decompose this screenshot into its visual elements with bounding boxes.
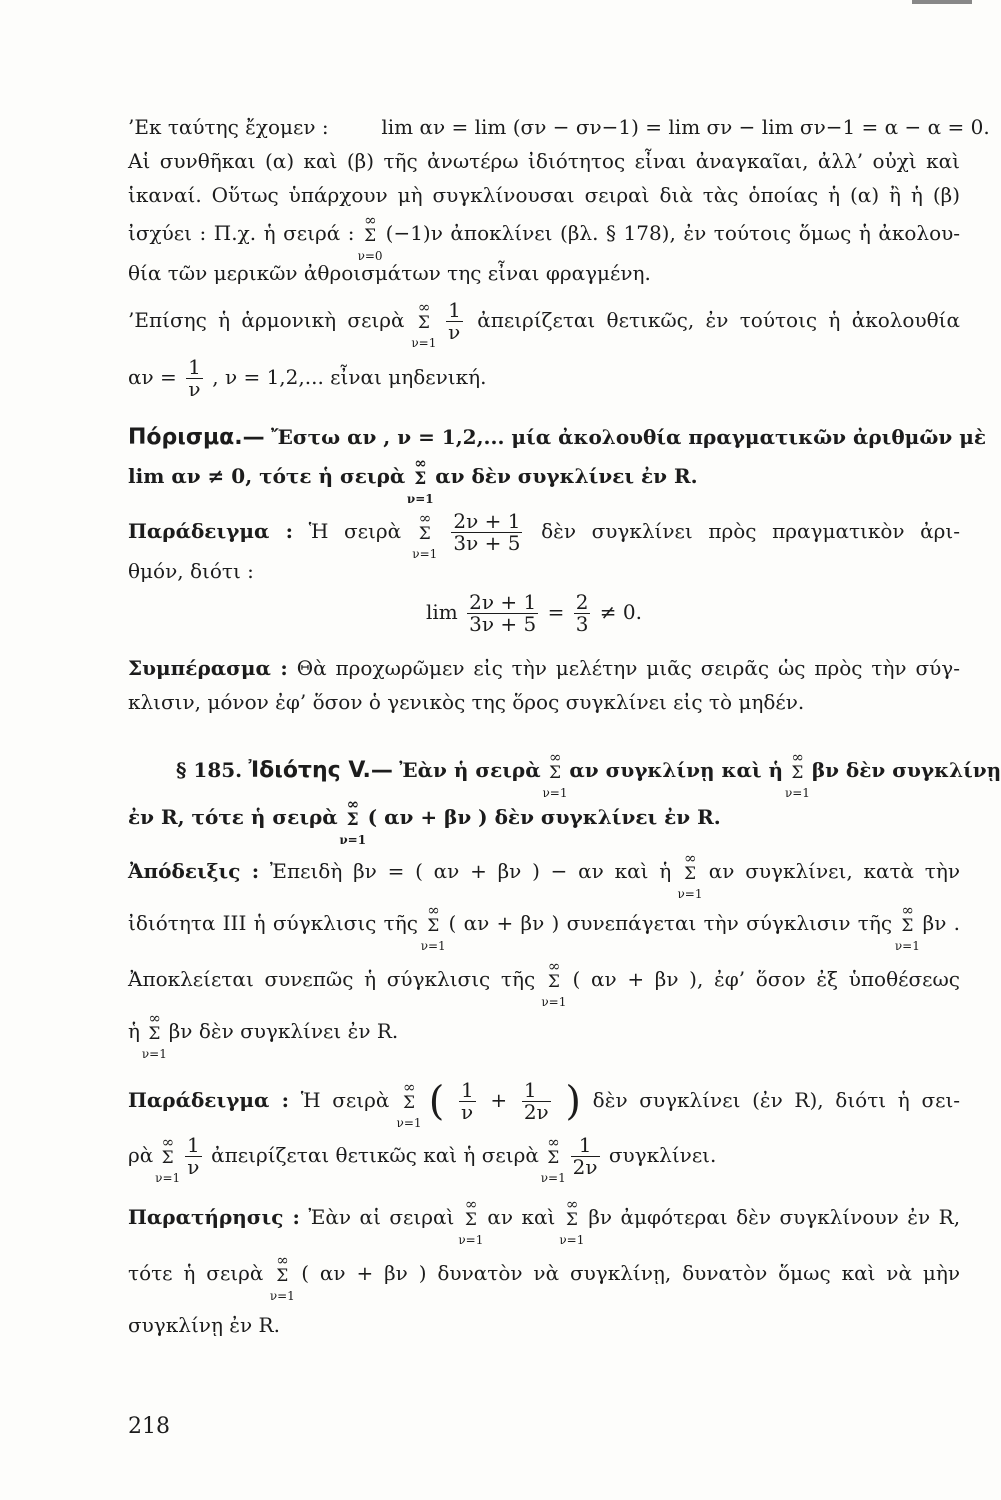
text: + [490,1088,508,1112]
sum-symbol: ∞ Σ ν=1 [458,1195,484,1247]
text-line [128,795,960,847]
sum-symbol: ∞ Σ ν=1 [339,795,367,847]
text: Ἡ σειρὰ [308,519,402,543]
text: Ἐπειδὴ βν = ( αν + βν ) − αν καὶ ἡ [269,859,672,883]
sum-symbol: ∞ Σ ν=1 [141,1009,167,1061]
text-line [128,357,960,400]
text-line [128,454,960,506]
text-line [128,420,986,455]
text: ≠ 0. [599,600,642,624]
page-edge-mark [912,0,972,4]
sum-symbol: ∞ Σ ν=1 [420,901,446,953]
text: αν = [128,365,177,389]
proof-heading: Ἀπόδειξις : [128,859,260,883]
section-title: Ἰδιότης V.— [248,758,393,783]
text: ( αν + βν ) συνεπάγεται τὴν σύγκλισιν τῆς [448,911,893,935]
text: δὲν συγκλίνει (ἐν R), διότι ἡ σει- [592,1088,961,1112]
text: βν . [922,911,961,935]
paren: ) [565,1078,581,1125]
text: τότε ἡ σειρὰ [128,1261,264,1285]
fraction: $\frac{2\nu + 1}{3\nu + 5}$ [469,590,537,636]
text-line: θία τῶν μερικῶν ἀθροισμάτων της εἶναι φραγμένη. [128,261,651,285]
text: δὲν συγκλίνει πρὸς πραγματικὸν ἀρι- [541,519,961,543]
text: συγκλίνει. [608,1143,717,1167]
text: Θὰ προχωρῶμεν εἰς τὴν μελέτην μιᾶς σειρᾶς ὡς πρὸς τὴν σύγ- [296,656,961,680]
text: ( αν + βν ), ἐφ’ ὅσον ἐξ ὑποθέσεως [572,967,960,991]
text-line [128,1251,960,1303]
text-line [128,110,990,144]
text-line [128,509,961,561]
text-line: θμόν, διότι : [128,559,254,583]
text-line: κλισιν, μόνον ἐφ’ ὅσον ὁ γενικὸς της ὅρος συγκλίνει εἰς τὸ μηδέν. [128,690,805,714]
text: , ν = 1,2,... εἶναι μηδενική. [212,365,487,389]
sum-symbol: ∞ Σ ν=1 [155,1133,181,1185]
conclusion-heading: Συμπέρασμα : [128,656,288,680]
text: βν δὲν συγκλίνει ἐν R. [168,1019,399,1043]
sum-symbol: ∞ Σ ν=1 [412,509,438,561]
text: Ἀποκλείεται συνεπῶς ἡ σύγκλισις τῆς [128,967,536,991]
sum-symbol: ∞ Σ ν=1 [396,1078,422,1130]
remark-heading: Παρατήρησις : [128,1205,300,1229]
sum-symbol: ∞ Σ ν=1 [540,1133,566,1185]
text: ’Επίσης ἡ ἁρμονικὴ σειρὰ [128,308,405,332]
fraction: $\frac{2}{3}$ [575,590,589,636]
text: βν ἀμφότεραι δὲν συγκλίνουν ἐν R, [588,1205,961,1229]
text-line [128,211,961,263]
paren: ( [428,1078,445,1125]
sum-symbol: ∞ Σ ν=1 [541,957,567,1009]
text-line [128,1078,961,1130]
text: αν καὶ [487,1205,556,1229]
text-line: Αἱ συνθῆκαι (α) καὶ (β) τῆς ἀνωτέρω ἰδιότητος εἶναι ἀναγκαῖαι, ἀλλ’ οὐχὶ καὶ [128,149,960,173]
text-line: ἱκαναί. Οὕτως ὑπάρχουν μὴ συγκλίνουσαι σειραὶ διὰ τὰς ὁποίας ἡ (α) ἢ ἡ (β) [128,183,960,207]
section-heading-line [128,748,1001,800]
text: ( αν + βν ) δυνατὸν νὰ συγκλίνῃ, δυνατὸν ὅμως καὶ νὰ μὴν [301,1261,960,1285]
text: βν δὲν συγκλίνῃ [811,758,1001,782]
fraction: $\frac{1}{\nu}$ [187,1133,200,1179]
page-number: 218 [128,1414,170,1439]
text: αν δὲν συγκλίνει ἐν R. [435,464,698,488]
text: ἀπειρίζεται θετικῶς, ἐν τούτοις ἡ ἀκολουθία [477,308,961,332]
text-line: συγκλίνῃ ἐν R. [128,1313,280,1337]
text-line [128,298,961,350]
page-body [128,110,1001,1342]
text: (−1)ν ἀποκλίνει (βλ. § 178), ἐν τούτοις ὅμως ἡ ἀκολου- [385,221,961,245]
example-heading: Παράδειγμα : [128,519,293,543]
sum-symbol: ∞ Σ ν=0 [357,211,383,263]
text: Ἐὰν ἡ σειρὰ [399,758,541,782]
sum-symbol: ∞ Σ ν=1 [677,849,703,901]
text-line [128,957,960,1009]
section-number: § 185. [176,758,243,782]
fraction: $\frac{1}{2\nu}$ [523,1078,549,1124]
text: Ἡ σειρὰ [300,1088,390,1112]
fraction: $\frac{1}{\nu}$ [188,355,201,401]
fraction: $\frac{1}{\nu}$ [460,1078,474,1124]
fraction: $\frac{1}{2\nu}$ [572,1133,598,1179]
sum-symbol: ∞ Σ ν=1 [894,901,920,953]
text-line [128,1009,960,1061]
sum-symbol: ∞ Σ ν=1 [269,1251,295,1303]
sum-symbol: ∞ Σ ν=1 [411,298,437,350]
text: ἰδιότητα III ἡ σύγκλισις τῆς [128,911,418,935]
text: Ἐὰν αἱ σειραὶ [308,1205,455,1229]
text-line [128,901,961,953]
text-line [128,651,960,685]
text: ἀπειρίζεται θετικῶς καὶ ἡ σειρὰ [211,1143,539,1167]
text: Ἔστω αν , ν = 1,2,... μία ἀκολουθία πραγματικῶν ἀριθμῶν μὲ [271,425,986,449]
text: lim [426,600,458,624]
math-limit-expression: lim αν = lim (σν − σν−1) = lim σν − lim σν−1 = α − α = 0. [381,115,990,139]
text-line [128,1133,960,1185]
text: ἡ [128,1019,140,1043]
text: = [547,600,565,624]
text-line [128,849,960,901]
text: ἐν R, τότε ἡ σειρὰ [128,805,338,829]
fraction: $\frac{1}{\nu}$ [448,298,461,344]
text: ’Εκ ταύτης ἔχομεν : [128,115,329,139]
fraction: $\frac{2\nu + 1}{3\nu + 5}$ [453,509,521,555]
text: αν συγκλίνει, κατὰ τὴν [708,859,960,883]
corollary-heading: Πόρισμα.— [128,425,265,450]
sum-symbol: ∞ Σ ν=1 [406,454,434,506]
text: lim αν ≠ 0, τότε ἡ σειρὰ [128,464,406,488]
text: ἰσχύει : Π.χ. ἡ σειρά : [128,221,355,245]
example-heading: Παράδειγμα : [128,1088,290,1112]
sum-symbol: ∞ Σ ν=1 [542,748,568,800]
sum-symbol: ∞ Σ ν=1 [784,748,810,800]
text-line [128,1195,961,1247]
text: αν συγκλίνῃ καὶ ἡ [569,758,784,782]
text: ρὰ [128,1143,154,1167]
text: ( αν + βν ) δὲν συγκλίνει ἐν R. [367,805,721,829]
display-equation [128,592,960,635]
sum-symbol: ∞ Σ ν=1 [559,1195,585,1247]
